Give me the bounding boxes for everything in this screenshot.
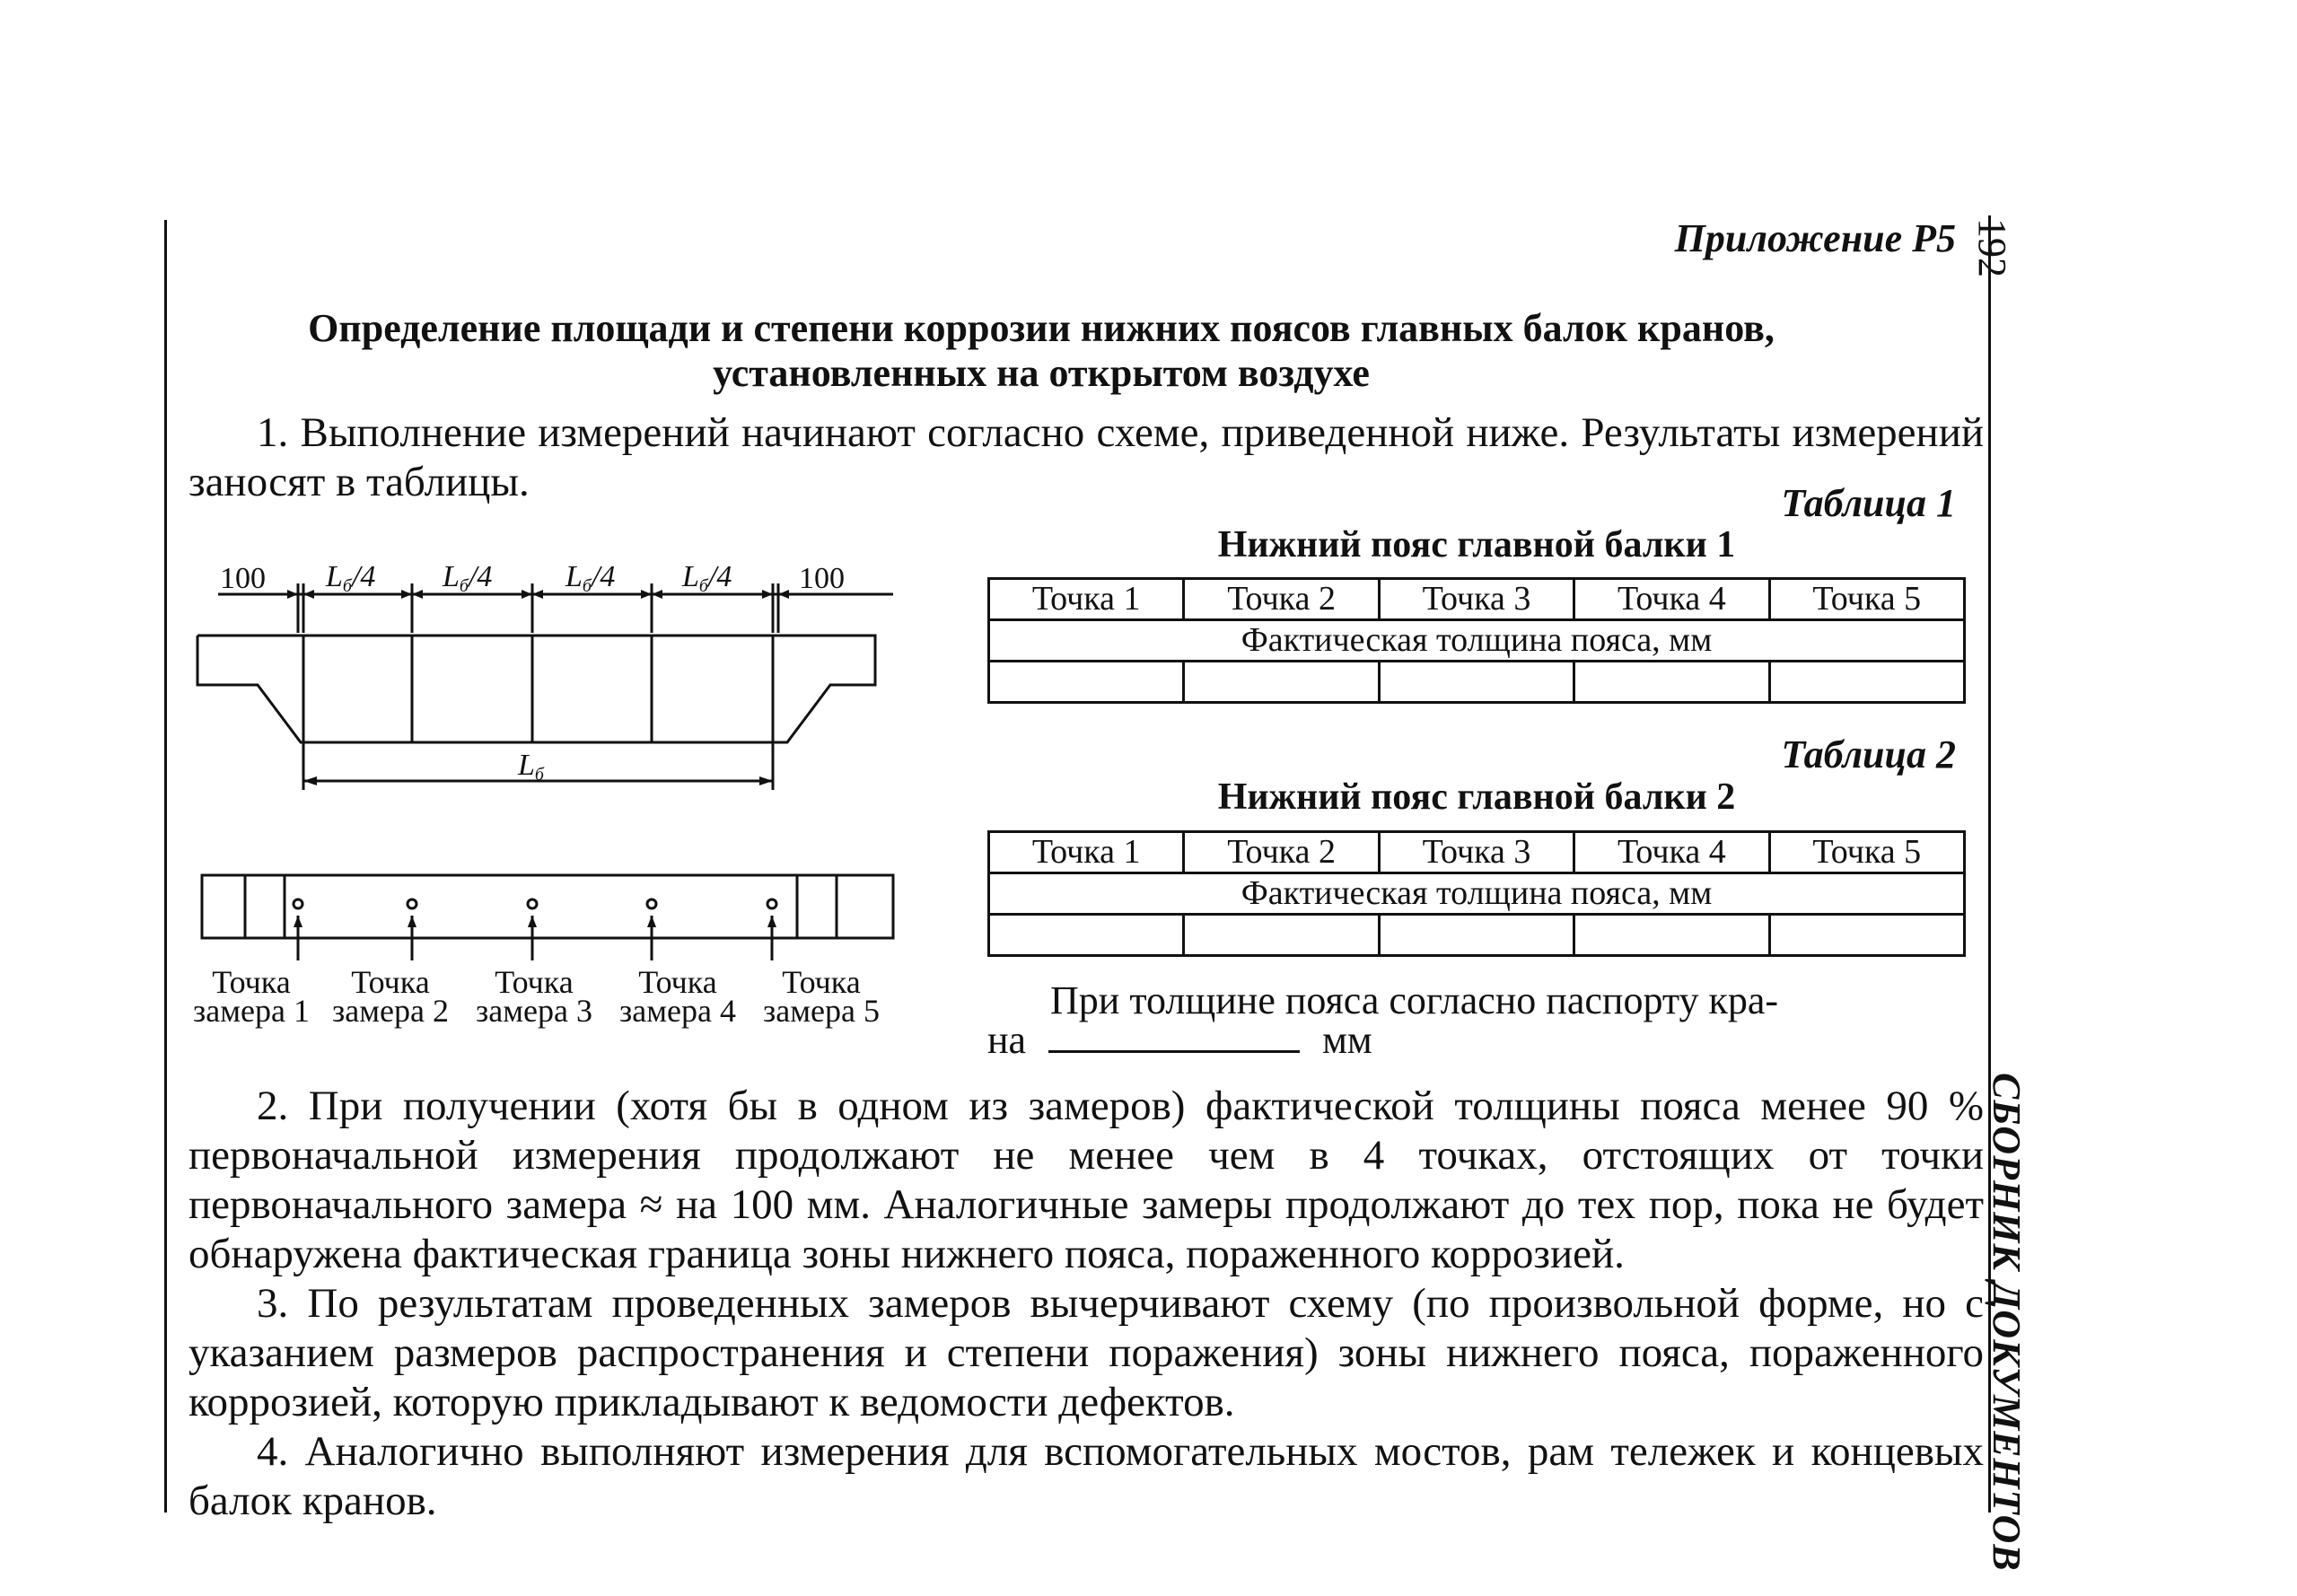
table-2-value-cell	[1184, 915, 1379, 956]
table-1-value-row	[989, 662, 1965, 703]
table-2-value-cell	[1379, 915, 1574, 956]
note-line-1: При толщине пояса согласно паспорту кра-	[1050, 978, 1779, 1022]
table-2-header-row	[989, 832, 1965, 873]
table-2-value-cell	[989, 915, 1184, 956]
table-2-value-cell	[1574, 915, 1769, 956]
note-blank-underline	[1048, 1023, 1300, 1053]
table-2-span-row	[989, 873, 1965, 915]
dim-quarter-4: Lб/4	[682, 560, 732, 596]
table-1-caption: Таблица 1	[1781, 481, 1956, 525]
dim-100-left: 100	[220, 562, 266, 595]
table-2-span-cell: Фактическая толщина пояса, мм	[989, 873, 1965, 915]
page-title-line-1: Определение площади и степени коррозии нижних поясов главных балок кранов,	[308, 306, 1775, 350]
table-1-value-cell	[989, 662, 1184, 703]
table-2-value-row	[989, 915, 1965, 956]
paragraph-3: 3. По результатам проведенных замеров вычерчивают схему (по произвольной форме, но с указанием размеров распространения и степени поражения) зоны нижнего пояса, пораженного коррозией, которую прикладывают к ведомости дефектов.	[188, 1280, 1984, 1425]
table-2-caption: Таблица 2	[1781, 732, 1956, 776]
table-2-header-cell: Точка 3	[1379, 832, 1574, 873]
paragraph-4: 4. Аналогично выполняют измерения для вспомогательных мостов, рам тележек и концевых балок кранов.	[188, 1428, 1984, 1524]
dim-quarter-2: Lб/4	[443, 560, 493, 596]
table-1-header-cell: Точка 2	[1184, 579, 1379, 620]
table-2-value-cell	[1769, 915, 1964, 956]
point-label-5: Точка замера 5	[763, 964, 880, 1029]
dim-span-label: Lб	[518, 749, 544, 785]
table-2	[987, 830, 1966, 957]
table-2-header-cell: Точка 2	[1184, 832, 1379, 873]
table-1-heading: Нижний пояс главной балки 1	[1217, 524, 1736, 566]
table-1-span-cell: Фактическая толщина пояса, мм	[989, 620, 1965, 662]
dim-quarter-3: Lб/4	[565, 560, 616, 596]
left-margin-line	[164, 220, 167, 1513]
table-1-value-cell	[1184, 662, 1379, 703]
point-label-4: Точка замера 4	[619, 964, 736, 1029]
table-1-header-cell: Точка 1	[989, 579, 1184, 620]
table-1-header-cell: Точка 4	[1574, 579, 1769, 620]
table-1-header-cell: Точка 5	[1769, 579, 1964, 620]
page-title-line-2: установленных на открытом воздухе	[713, 351, 1370, 395]
note-line-2-prefix: на	[987, 1018, 1027, 1062]
table-1-value-cell	[1574, 662, 1769, 703]
table-1	[987, 577, 1966, 704]
page-number: 192	[1970, 218, 2014, 277]
note-line-2	[987, 1018, 1957, 1062]
table-1-header-row	[989, 579, 1965, 620]
table-2-header-cell: Точка 5	[1769, 832, 1964, 873]
table-2-header-cell: Точка 4	[1574, 832, 1769, 873]
appendix-label: Приложение Р5	[1674, 216, 1956, 260]
side-collection-title: СБОРНИК ДОКУМЕНТОВ	[1985, 1073, 2029, 1572]
table-1-value-cell	[1769, 662, 1964, 703]
table-2-heading: Нижний пояс главной балки 2	[1217, 776, 1736, 818]
point-label-2: Точка замера 2	[332, 964, 449, 1029]
note-line-2-suffix: мм	[1322, 1018, 1372, 1062]
table-1-value-cell	[1379, 662, 1574, 703]
paragraph-2: 2. При получении (хотя бы в одном из замеров) фактической толщины пояса менее 90 % первоначальной измерения продолжают не менее чем в 4 точках, отстоящих от точки первоначального замера ≈ на 100 мм. Аналогичные замеры продолжают до тех пор, пока не будет обнаружена фактическая граница зоны нижнего пояса, пораженного коррозией.	[188, 1083, 1984, 1277]
table-1-span-row	[989, 620, 1965, 662]
paragraph-1: 1. Выполнение измерений начинают согласно схеме, приведенной ниже. Результаты измерений заносят в таблицы.	[188, 409, 1984, 505]
dim-quarter-1: Lб/4	[326, 560, 376, 596]
table-2-header-cell: Точка 1	[989, 832, 1184, 873]
table-1-header-cell: Точка 3	[1379, 579, 1574, 620]
point-label-1: Точка замера 1	[193, 964, 310, 1029]
point-label-3: Точка замера 3	[476, 964, 592, 1029]
dim-100-right: 100	[799, 562, 845, 595]
